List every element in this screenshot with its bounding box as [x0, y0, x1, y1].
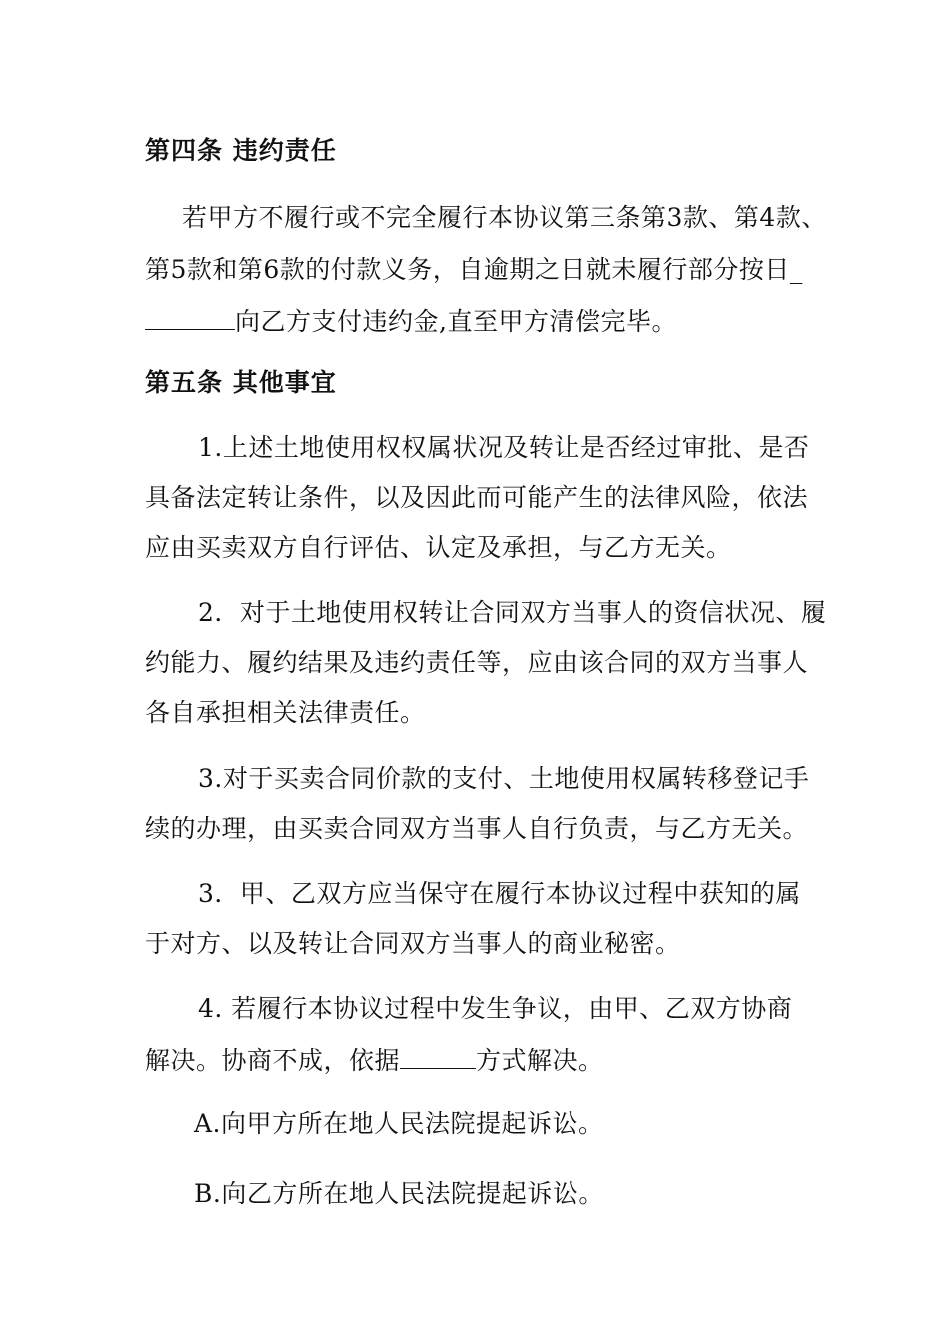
item-4-line-2-before: 解决。协商不成，依据: [145, 1046, 401, 1075]
item-2-line-1: 2．对于土地使用权转让合同双方当事人的资信状况、履: [198, 598, 827, 627]
item-3b-line-1: 3．甲、乙双方应当保守在履行本协议过程中获知的属: [198, 879, 801, 908]
item-1-line-2: 具备法定转让条件，以及因此而可能产生的法律风险，依法: [145, 483, 809, 512]
article-5-heading: 第五条 其他事宜: [145, 368, 337, 397]
item-2-line-2: 约能力、履约结果及违约责任等，应由该合同的双方当事人: [145, 648, 809, 677]
option-b: B.向乙方所在地人民法院提起诉讼。: [194, 1179, 604, 1208]
item-3b-line-2: 于对方、以及转让合同双方当事人的商业秘密。: [145, 929, 681, 958]
item-3a-line-1: 3.对于买卖合同价款的支付、土地使用权属转移登记手: [198, 764, 810, 793]
option-a: A.向甲方所在地人民法院提起诉讼。: [194, 1109, 604, 1138]
item-4-line-1: 4. 若履行本协议过程中发生争议，由甲、乙双方协商: [198, 994, 793, 1023]
item-4-line-2: [145, 1044, 604, 1076]
item-4-line-2-after: 方式解决。: [476, 1046, 604, 1075]
item-1-line-1: 1.上述土地使用权权属状况及转让是否经过审批、是否: [198, 433, 810, 462]
article-4-line-2: 第5款和第6款的付款义务，自逾期之日就未履行部分按日_: [145, 255, 803, 284]
item-1-line-3: 应由买卖双方自行评估、认定及承担，与乙方无关。: [145, 533, 732, 562]
blank-underline: [400, 1044, 476, 1069]
article-4-heading: 第四条 违约责任: [145, 136, 337, 165]
article-4-line-3: [145, 305, 677, 337]
item-3a-line-2: 续的办理，由买卖合同双方当事人自行负责，与乙方无关。: [145, 814, 809, 843]
item-2-line-3: 各自承担相关法律责任。: [145, 698, 426, 727]
article-4-line-3-text: 向乙方支付违约金,直至甲方清偿完毕。: [235, 307, 677, 336]
article-4-line-1: 若甲方不履行或不完全履行本协议第三条第3款、第4款、: [182, 203, 827, 232]
blank-underline: [145, 305, 235, 330]
